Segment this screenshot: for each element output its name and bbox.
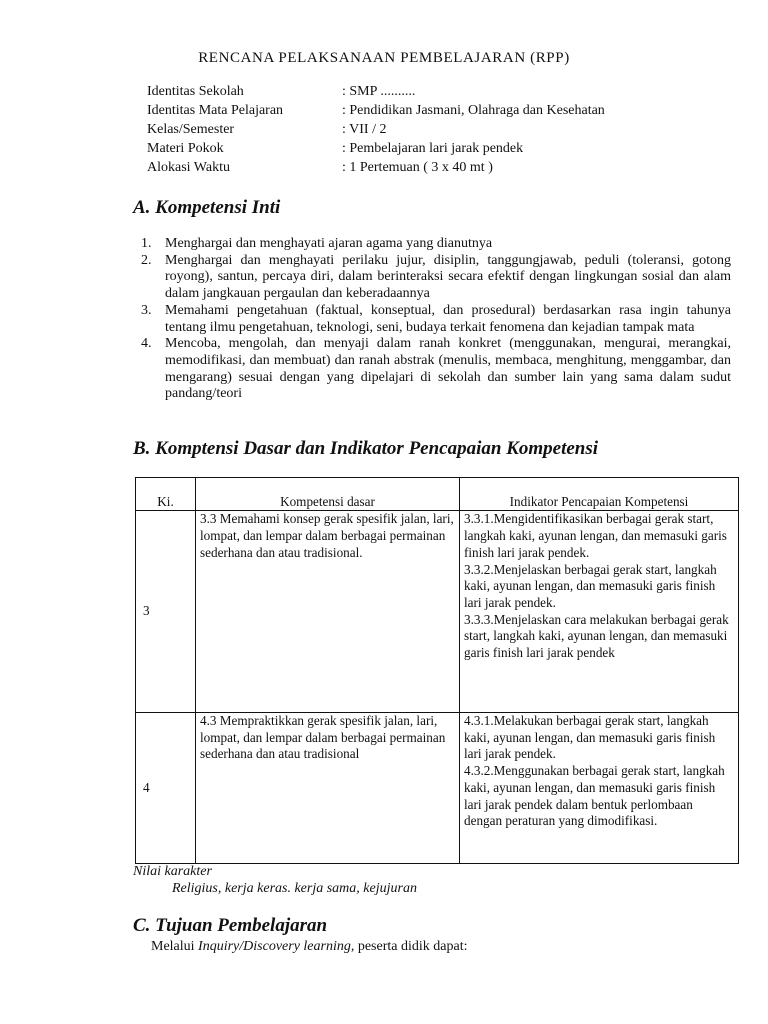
list-item-text: Menghargai dan menghayati ajaran agama yang dianutnya bbox=[165, 236, 493, 251]
identitas-label: Materi Pokok bbox=[147, 141, 224, 156]
cell-indikator bbox=[460, 713, 739, 864]
nilai-karakter-value: Religius, kerja keras. kerja sama, kejujuran bbox=[172, 881, 417, 896]
identitas-label: Identitas Mata Pelajaran bbox=[147, 103, 284, 118]
indikator-item: 3.3.3.Menjelaskan cara melakukan berbagai gerak start, langkah kaki, ayunan lengan, dan memasuki garis finish lari jarak pendek bbox=[464, 611, 729, 661]
table-row bbox=[136, 511, 739, 713]
list-item-text: Memahami pengetahuan (faktual, konseptual, dan prosedural) berdasarkan rasa ingin tahunya tentang ilmu pengetahuan, teknologi, seni, budaya terkait fenomena dan kejadian tampak mata bbox=[165, 302, 731, 335]
tujuan-intro bbox=[151, 939, 467, 955]
list-item bbox=[133, 303, 731, 336]
kompetensi-inti-list bbox=[133, 236, 731, 403]
identitas-row bbox=[147, 101, 605, 120]
indikator-item: 3.3.2.Menjelaskan berbagai gerak start, langkah kaki, ayunan lengan, dan memasuki garis finish lari jarak pendek. bbox=[464, 561, 717, 610]
identitas-label: Identitas Sekolah bbox=[147, 84, 244, 99]
identitas-value: : Pembelajaran lari jarak pendek bbox=[342, 141, 524, 156]
cell-ki: 3 bbox=[136, 511, 196, 713]
list-item-number: 1. bbox=[141, 236, 152, 251]
header-kompetensi-dasar: Kompetensi dasar bbox=[196, 478, 460, 511]
table-row bbox=[136, 713, 739, 864]
identitas-label: Kelas/Semester bbox=[147, 122, 235, 137]
identitas-row bbox=[147, 120, 605, 139]
list-item-text: Menghargai dan menghayati perilaku jujur, disiplin, tanggungjawab, peduli (toleransi, gotong royong), santun, percaya diri, dalam berinteraksi secara efektif dengan lingkungan sosial dan alam dalam jangkauan pergaulan dan keberadaannya bbox=[165, 252, 731, 302]
section-a-heading: A. Kompetensi Inti bbox=[133, 197, 281, 218]
identitas-value: : SMP .......... bbox=[342, 84, 416, 99]
identitas-label: Alokasi Waktu bbox=[147, 160, 230, 175]
identitas-value: : VII / 2 bbox=[342, 122, 387, 137]
identitas-block bbox=[147, 82, 605, 177]
identitas-row bbox=[147, 82, 605, 101]
table-header-row bbox=[136, 478, 739, 511]
tujuan-intro-prefix: Melalui bbox=[151, 939, 199, 954]
list-item-number: 2. bbox=[141, 252, 152, 268]
identitas-value: : Pendidikan Jasmani, Olahraga dan Kesehatan bbox=[342, 103, 605, 118]
indikator-item: 4.3.1.Melakukan berbagai gerak start, langkah kaki, ayunan lengan, dan memasuki garis finish lari jarak pendek. bbox=[464, 713, 716, 762]
list-item bbox=[133, 253, 731, 303]
document-title: RENCANA PELAKSANAAN PEMBELAJARAN (RPP) bbox=[198, 50, 570, 66]
section-b-heading: B. Komptensi Dasar dan Indikator Pencapaian Kompetensi bbox=[133, 438, 599, 459]
section-c-heading: C. Tujuan Pembelajaran bbox=[133, 915, 328, 936]
kompetensi-dasar-table bbox=[135, 477, 739, 864]
header-ki: Ki. bbox=[136, 478, 196, 511]
indikator-item: 3.3.1.Mengidentifikasikan berbagai gerak start, langkah kaki, ayunan lengan, dan memasuki garis finish lari jarak pendek. bbox=[464, 511, 727, 560]
cell-kompetensi-dasar: 4.3 Mempraktikkan gerak spesifik jalan, lari, lompat, dan lempar dalam berbagai permainan sederhana dan atau tradisional bbox=[196, 713, 460, 864]
nilai-karakter-label: Nilai karakter bbox=[133, 864, 212, 879]
cell-indikator bbox=[460, 511, 739, 713]
indikator-item: 4.3.2.Menggunakan berbagai gerak start, langkah kaki, ayunan lengan, dan memasuki garis finish lari jarak pendek dalam bentuk perlombaan dengan peraturan yang dimodifikasi. bbox=[464, 763, 725, 829]
identitas-row bbox=[147, 158, 605, 177]
tujuan-intro-method: Inquiry/Discovery learning bbox=[198, 939, 351, 954]
list-item-text: Mencoba, mengolah, dan menyaji dalam ranah konkret (menggunakan, mengurai, merangkai, memodifikasi, dan membuat) dan ranah abstrak (menulis, membaca, menghitung, menggambar, dan mengarang) sesuai dengan yang dipelajari di sekolah dan sumber lain yang sama dalam sudut pandang/teori bbox=[165, 336, 731, 402]
identitas-value: : 1 Pertemuan ( 3 x 40 mt ) bbox=[342, 160, 493, 175]
list-item-number: 3. bbox=[141, 302, 152, 318]
list-item-number: 4. bbox=[141, 336, 152, 352]
cell-kompetensi-dasar: 3.3 Memahami konsep gerak spesifik jalan, lari, lompat, dan lempar dalam berbagai permainan sederhana dan atau tradisional. bbox=[196, 511, 460, 713]
cell-ki: 4 bbox=[136, 713, 196, 864]
tujuan-intro-suffix: , peserta didik dapat: bbox=[350, 939, 468, 954]
header-indikator: Indikator Pencapaian Kompetensi bbox=[460, 478, 739, 511]
list-item bbox=[133, 236, 731, 253]
list-item bbox=[133, 336, 731, 403]
identitas-row bbox=[147, 139, 605, 158]
